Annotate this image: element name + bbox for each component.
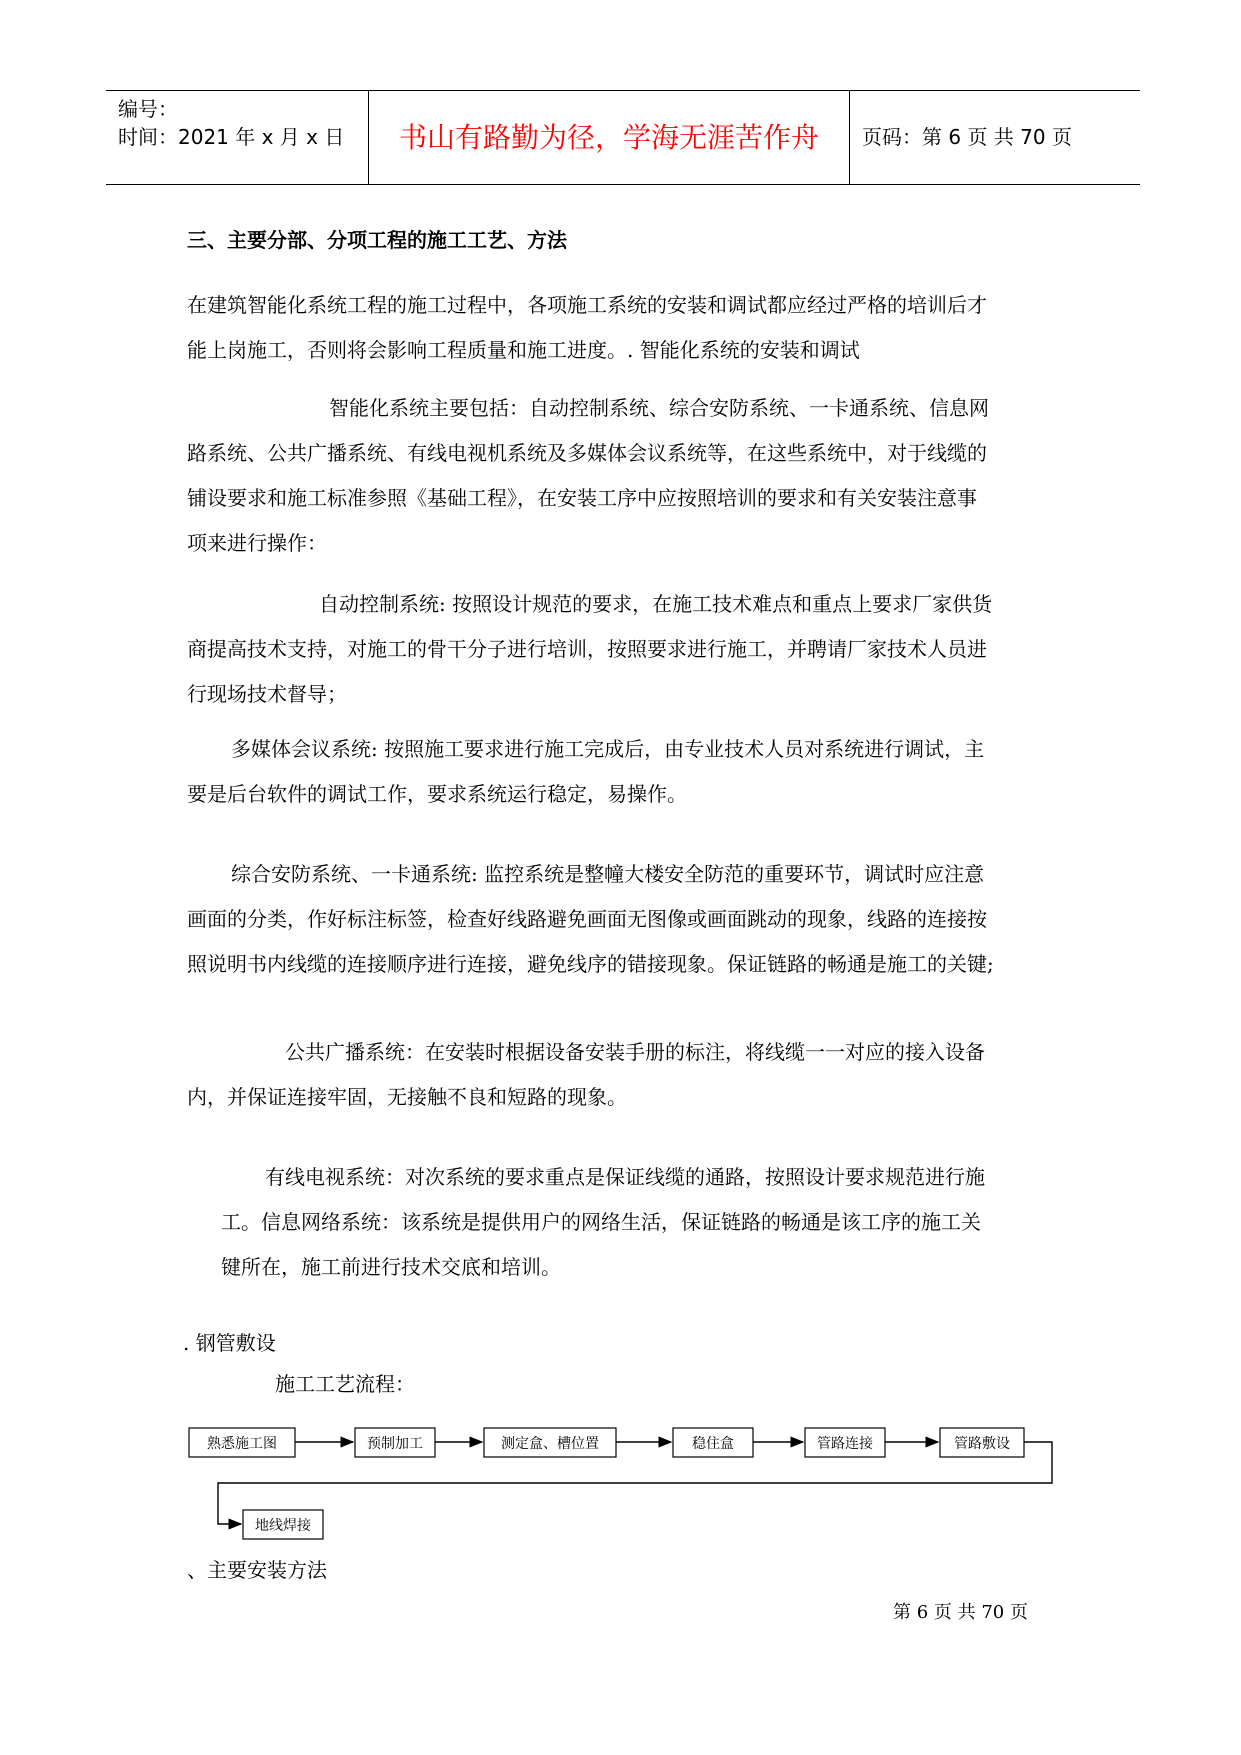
text-line: 行现场技术督导； <box>187 682 347 706</box>
text-line: 铺设要求和施工标准参照《基础工程》，在安装工序中应按照培训的要求和有关安装注意事 <box>187 486 977 510</box>
text-line: 内，并保证连接牢固，无接触不良和短路的现象。 <box>187 1085 627 1109</box>
flow-step-label: 管路连接 <box>817 1436 873 1452</box>
text-line: 在建筑智能化系统工程的施工过程中，各项施工系统的安装和调试都应经过严格的培训后才 <box>187 293 987 317</box>
text-line: 智能化系统主要包括：自动控制系统、综合安防系统、一卡通系统、信息网 <box>329 396 989 420</box>
text-line: 照说明书内线缆的连接顺序进行连接，避免线序的错接现象。保证链路的畅通是施工的关键; <box>187 952 994 976</box>
flow-step <box>805 1428 885 1457</box>
flow-step <box>355 1428 435 1457</box>
section-title: 三、主要分部、分项工程的施工工艺、方法 <box>187 228 567 252</box>
flow-step-label: 管路敷设 <box>954 1436 1010 1452</box>
flow-heading: 施工工艺流程： <box>275 1372 415 1396</box>
flow-step-label: 稳住盒 <box>692 1436 734 1452</box>
text-line: 有线电视系统：对次系统的要求重点是保证线缆的通路，按照设计要求规范进行施 <box>265 1165 985 1189</box>
flow-step <box>189 1428 295 1457</box>
text-line: 键所在，施工前进行技术交底和培训。 <box>221 1255 561 1279</box>
text-line: 公共广播系统：在安装时根据设备安装手册的标注，将线缆一一对应的接入设备 <box>285 1040 985 1064</box>
pipe-heading: . 钢管敷设 <box>183 1331 276 1355</box>
header-motto: 书山有路勤为径，学海无涯苦作舟 <box>369 91 850 184</box>
flow-step <box>243 1510 323 1539</box>
text-line: 能上岗施工，否则将会影响工程质量和施工进度。. 智能化系统的安装和调试 <box>187 338 860 362</box>
flow-step-label: 地线焊接 <box>255 1518 311 1534</box>
flow-step <box>673 1428 753 1457</box>
flow-arrow-return <box>218 1442 1052 1524</box>
document-number-label: 编号： <box>118 97 178 121</box>
text-line: 综合安防系统、一卡通系统: 监控系统是整幢大楼安全防范的重要环节，调试时应注意 <box>231 862 985 886</box>
document-time-label: 时间：2021 年 x 月 x 日 <box>118 125 345 149</box>
text-line: 自动控制系统: 按照设计规范的要求，在施工技术难点和重点上要求厂家供货 <box>319 592 993 616</box>
install-heading: 、主要安装方法 <box>187 1558 327 1582</box>
text-line: 工。信息网络系统：该系统是提供用户的网络生活，保证链路的畅通是该工序的施工关 <box>221 1210 981 1234</box>
text-line: 项来进行操作： <box>187 531 327 555</box>
text-line: 要是后台软件的调试工作，要求系统运行稳定，易操作。 <box>187 782 687 806</box>
flow-step-label: 熟悉施工图 <box>207 1436 277 1452</box>
text-line: 画面的分类，作好标注标签，检查好线路避免画面无图像或画面跳动的现象，线路的连接按 <box>187 907 987 931</box>
flow-step-label: 预制加工 <box>367 1436 423 1452</box>
text-line: 路系统、公共广播系统、有线电视机系统及多媒体会议系统等，在这些系统中，对于线缆的 <box>187 441 987 465</box>
flow-step <box>484 1428 616 1457</box>
flow-step <box>940 1428 1024 1457</box>
text-line: 多媒体会议系统: 按照施工要求进行施工完成后，由专业技术人员对系统进行调试，主 <box>231 737 985 761</box>
text-line: 商提高技术支持，对施工的骨干分子进行培训，按照要求进行施工，并聘请厂家技术人员进 <box>187 637 987 661</box>
flow-step-label: 测定盒、槽位置 <box>501 1436 599 1452</box>
header-page-number: 页码：第 6 页 共 70 页 <box>862 125 1072 149</box>
page-footer: 第 6 页 共 70 页 <box>893 1602 1028 1623</box>
